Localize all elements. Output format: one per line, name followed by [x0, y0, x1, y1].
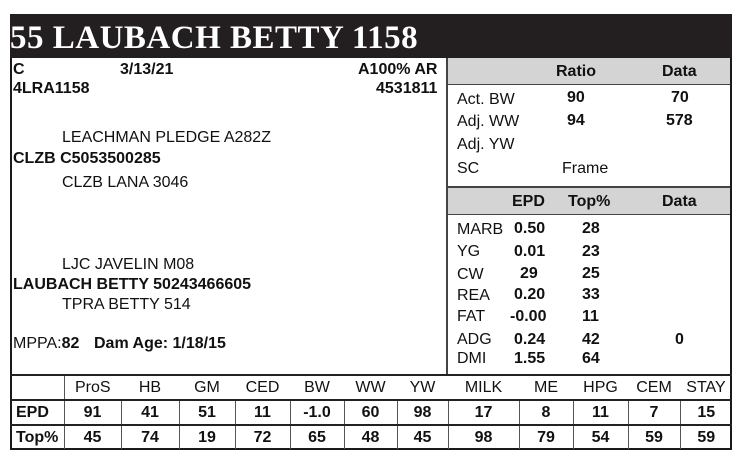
epd-row-epd: 0.24 — [514, 331, 546, 348]
epd-cell: 8 — [519, 400, 573, 425]
bottom-corner-cell — [10, 375, 64, 400]
epd-row-label: CW — [457, 266, 484, 283]
epd-header: EPD — [512, 193, 545, 210]
top-cell: 19 — [179, 425, 235, 449]
ratio-row-label: SC — [457, 160, 480, 177]
dam-age: Dam Age: 1/18/15 — [94, 335, 226, 352]
tattoo: 4LRA1158 — [13, 80, 90, 97]
bottom-epd-row — [10, 400, 732, 425]
dam: LAUBACH BETTY 50243466605 — [13, 276, 252, 293]
epd-row-header: EPD — [10, 400, 64, 425]
breed: A100% AR — [358, 61, 438, 78]
epd-row-top: 42 — [582, 331, 600, 348]
sire-sire: LEACHMAN PLEDGE A282Z — [62, 129, 271, 146]
epd-row-top: 28 — [582, 220, 600, 237]
epd-cell: -1.0 — [290, 400, 344, 425]
epd-cell: 98 — [397, 400, 448, 425]
epd-row-epd: 0.50 — [514, 220, 546, 237]
ratio-header-rule — [448, 84, 730, 85]
column-header: GM — [194, 378, 220, 396]
epd-cell: 15 — [680, 400, 732, 425]
top-cell: 54 — [573, 425, 628, 449]
bottom-top-row — [10, 425, 732, 449]
top-cell: 48 — [344, 425, 397, 449]
epd-row-top: 11 — [582, 308, 599, 325]
ratio-data-header: Data — [662, 63, 697, 80]
epd-cell: 11 — [235, 400, 290, 425]
mppa-value: 82 — [61, 335, 80, 352]
mppa — [13, 335, 79, 353]
top-cell: 74 — [121, 425, 179, 449]
column-header: ProS — [64, 375, 121, 400]
epd-row-epd: 1.55 — [514, 350, 546, 367]
right-panel-divider — [446, 58, 448, 374]
top-cell: 45 — [64, 425, 121, 449]
top-cell: 65 — [290, 425, 344, 449]
ratio-row-label: Adj. YW — [457, 136, 515, 153]
column-header: CEM — [636, 378, 672, 396]
epd-row-epd: 0.20 — [514, 286, 546, 303]
reg-number: 4531811 — [376, 80, 438, 97]
ratio-row-label: Act. BW — [457, 91, 515, 108]
dam-sire: LJC JAVELIN M08 — [62, 256, 195, 273]
epd-cell: 60 — [344, 400, 397, 425]
epd-row-top: 23 — [582, 243, 600, 260]
bottom-epd-table — [10, 374, 732, 449]
ratio-row-ratio: 90 — [567, 89, 585, 106]
ratio-row-ratio: 94 — [567, 112, 585, 129]
column-header: WW — [355, 378, 386, 396]
mppa-label: MPPA: — [13, 335, 62, 352]
animal-title: 55 LAUBACH BETTY 1158 — [10, 20, 419, 56]
ratio-row-label: Adj. WW — [457, 113, 520, 130]
top-cell: 79 — [519, 425, 573, 449]
top-row-header: Top% — [10, 425, 64, 449]
epd-row-top: 25 — [582, 265, 600, 282]
sire-dam: CLZB LANA 3046 — [62, 174, 189, 191]
epd-row-top: 33 — [582, 286, 600, 303]
ratio-header: Ratio — [556, 63, 596, 80]
frame-label: Frame — [562, 160, 609, 177]
epd-row-label: FAT — [457, 308, 486, 325]
epd-cell: 17 — [448, 400, 519, 425]
epd-row-label: DMI — [457, 350, 487, 367]
birth-date: 3/13/21 — [120, 61, 174, 78]
ratio-row-data: 578 — [666, 112, 693, 129]
epd-data-header: Data — [662, 193, 697, 210]
epd-row-label: ADG — [457, 331, 492, 348]
epd-cell: 7 — [628, 400, 680, 425]
column-header: YW — [409, 378, 436, 396]
bottom-header-row — [10, 375, 732, 400]
top-header: Top% — [568, 193, 611, 210]
epd-cell: 11 — [573, 400, 628, 425]
column-header: STAY — [686, 378, 726, 396]
top-cell: 45 — [397, 425, 448, 449]
epd-cell: 51 — [179, 400, 235, 425]
column-header: HB — [138, 378, 162, 396]
epd-row-label: MARB — [457, 221, 504, 238]
top-cell: 59 — [680, 425, 732, 449]
top-cell: 98 — [448, 425, 519, 449]
sex: C — [13, 61, 25, 78]
epd-header-rule — [448, 214, 730, 215]
epd-row-label: YG — [457, 243, 481, 260]
column-header: HPG — [583, 378, 618, 396]
sire: CLZB C5053500285 — [13, 150, 161, 167]
column-header: MILK — [464, 378, 503, 396]
epd-cell: 41 — [121, 400, 179, 425]
dam-dam: TPRA BETTY 514 — [62, 296, 191, 313]
column-header: ME — [534, 378, 558, 396]
column-header: BW — [304, 378, 330, 396]
ratio-row-data: 70 — [671, 89, 689, 106]
epd-row-label: REA — [457, 287, 490, 304]
column-header: CED — [245, 378, 280, 396]
epd-row-epd: 0.01 — [514, 243, 546, 260]
epd-cell: 91 — [64, 400, 121, 425]
epd-row-epd: -0.00 — [510, 308, 547, 325]
top-cell: 72 — [235, 425, 290, 449]
epd-row-epd: 29 — [520, 265, 538, 282]
top-cell: 59 — [628, 425, 680, 449]
epd-row-top: 64 — [582, 350, 600, 367]
epd-row-data: 0 — [675, 331, 684, 348]
